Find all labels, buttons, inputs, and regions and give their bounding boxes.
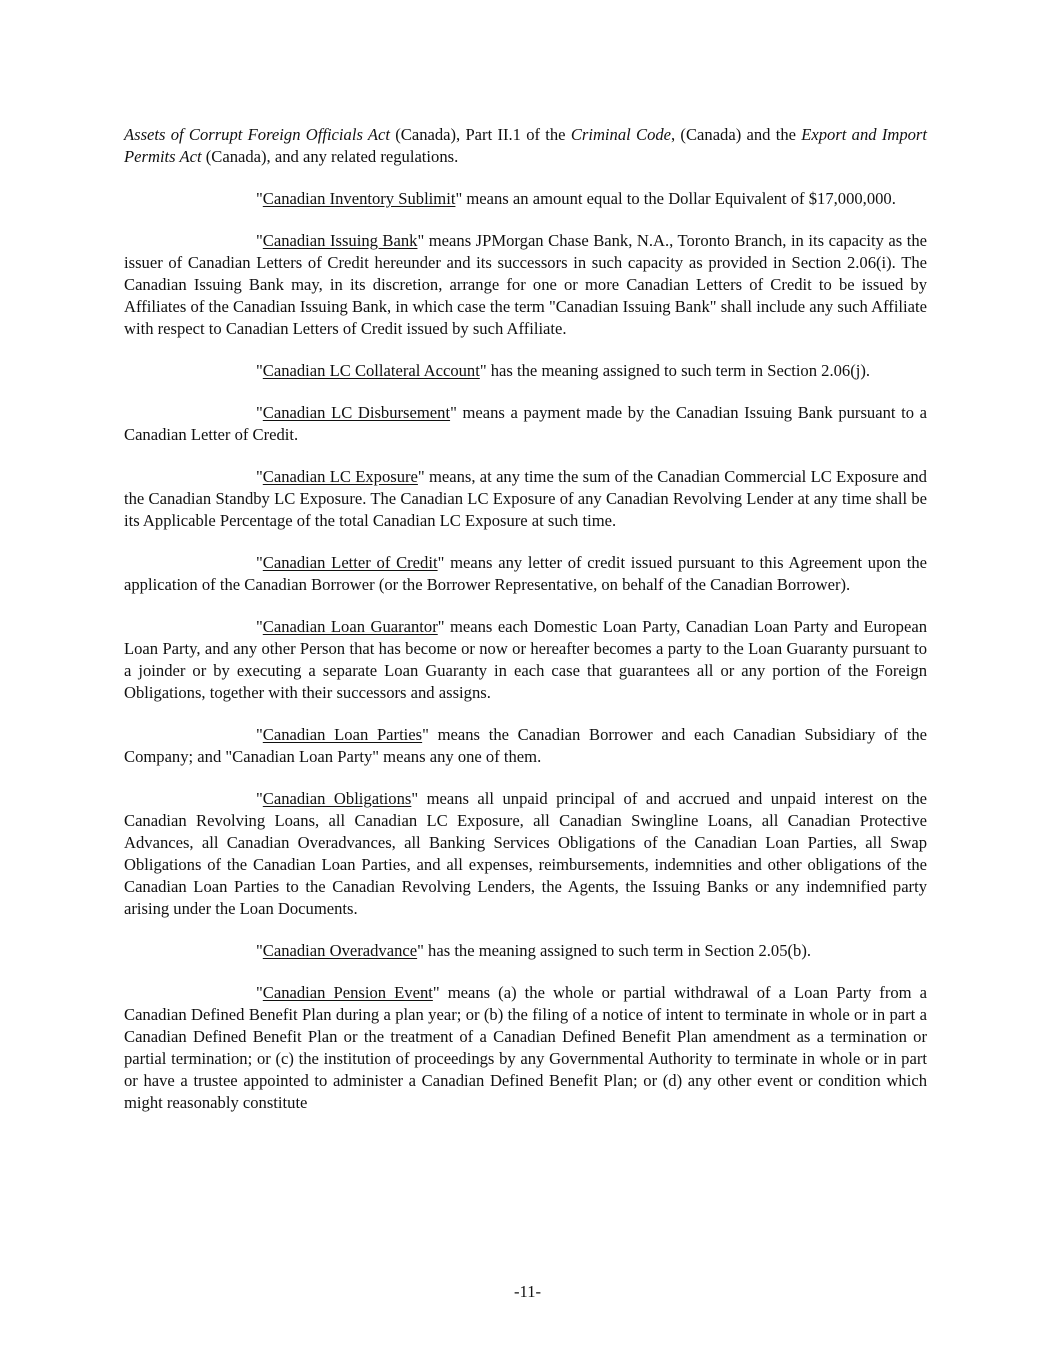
quote-mark: " [256, 467, 263, 486]
intro-paragraph [124, 124, 927, 168]
definition-text: " means a payment made by the Canadian Issuing Bank pursuant to a Canadian Letter of Credit. [124, 403, 927, 444]
definition-paragraph [124, 552, 927, 596]
definition-paragraph [124, 940, 927, 962]
document-page [124, 124, 927, 1134]
definition-paragraph [124, 402, 927, 446]
definition-paragraph [124, 788, 927, 920]
defined-term: Canadian LC Disbursement [262, 403, 451, 422]
quote-mark: " [256, 789, 263, 808]
quote-mark: " [256, 231, 263, 250]
permits-act-title: Export and Import Permits Act [124, 125, 927, 166]
page-number: -11- [513, 1282, 542, 1301]
quote-mark: " [256, 617, 263, 636]
defined-term: Canadian Inventory Sublimit [262, 189, 456, 208]
intro-text-3: (Canada), and any related regulations. [201, 147, 459, 166]
intro-text-2: , (Canada) and the [671, 125, 802, 144]
defined-term: Canadian Overadvance [262, 941, 418, 960]
definition-text: " means the Canadian Borrower and each Canadian Subsidiary of the Company; and "Canadian Loan Party" means any one of them. [124, 725, 927, 766]
definition-text: " has the meaning assigned to such term in Section 2.05(b). [417, 941, 812, 960]
definition-paragraph [124, 188, 927, 210]
defined-term: Canadian Issuing Bank [262, 231, 418, 250]
definition-paragraph [124, 360, 927, 382]
quote-mark: " [256, 553, 263, 572]
definition-text: " means an amount equal to the Dollar Equivalent of $17,000,000. [455, 189, 896, 208]
quote-mark: " [256, 983, 263, 1002]
definition-paragraph [124, 982, 927, 1114]
quote-mark: " [256, 941, 263, 960]
quote-mark: " [256, 725, 263, 744]
definition-text: " has the meaning assigned to such term in Section 2.06(j). [479, 361, 871, 380]
definition-text: " means, at any time the sum of the Canadian Commercial LC Exposure and the Canadian Standby LC Exposure. The Canadian LC Exposure of any Canadian Revolving Lender at any time shall be its Applicable Percentage of the total Canadian LC Exposure at such time. [124, 467, 927, 530]
act-title: Assets of Corrupt Foreign Officials Act [124, 125, 390, 144]
defined-term: Canadian Obligations [262, 789, 412, 808]
defined-term: Canadian LC Exposure [262, 467, 418, 486]
definition-paragraph [124, 230, 927, 340]
defined-term: Canadian Loan Parties [262, 725, 423, 744]
definition-paragraph [124, 616, 927, 704]
defined-term: Canadian Pension Event [262, 983, 433, 1002]
defined-term: Canadian Loan Guarantor [262, 617, 438, 636]
quote-mark: " [256, 403, 263, 422]
defined-term: Canadian Letter of Credit [262, 553, 438, 572]
definition-text: " means (a) the whole or partial withdrawal of a Loan Party from a Canadian Defined Benefit Plan during a plan year; or (b) the filing of a notice of intent to terminate in whole or in part a Canadian Defined Benefit Plan or the treatment of a Canadian Defined Benefit Plan amendment as a termination or partial termination; or (c) the institution of proceedings by any Governmental Authority to terminate in whole or in part or have a trustee appointed to administer a Canadian Defined Benefit Plan; or (d) any other event or condition which might reasonably constitute [124, 983, 928, 1112]
definition-paragraph [124, 466, 927, 532]
definition-text: " means any letter of credit issued pursuant to this Agreement upon the application of the Canadian Borrower (or the Borrower Representative, on behalf of the Canadian Borrower). [124, 553, 927, 594]
definition-text: " means JPMorgan Chase Bank, N.A., Toronto Branch, in its capacity as the issuer of Canadian Letters of Credit hereunder and its successors in such capacity as provided in Section 2.06(i). The Canadian Issuing Bank may, in its discretion, arrange for one or more Canadian Letters of Credit to be issued by Affiliates of the Canadian Issuing Bank, in which case the term "Canadian Issuing Bank" shall include any such Affiliate with respect to Canadian Letters of Credit issued by such Affiliate. [124, 231, 927, 338]
definition-paragraph [124, 724, 927, 768]
quote-mark: " [256, 189, 263, 208]
code-title: Criminal Code [570, 125, 672, 144]
defined-term: Canadian LC Collateral Account [262, 361, 480, 380]
definition-text: " means all unpaid principal of and accrued and unpaid interest on the Canadian Revolving Loans, all Canadian LC Exposure, all Canadian Swingline Loans, all Canadian Protective Advances, all Canadian Overadvances, all Banking Services Obligations of the Canadian Loan Parties, all Swap Obligations of the Canadian Loan Parties, and all expenses, reimbursements, indemnities and other obligations of the Canadian Loan Parties to the Canadian Revolving Lenders, the Agents, the Issuing Banks or any indemnified party arising under the Loan Documents. [124, 789, 927, 918]
definition-text: " means each Domestic Loan Party, Canadian Loan Party and European Loan Party, and any other Person that has become or now or hereafter becomes a party to the Loan Guaranty pursuant to a joinder or by executing a separate Loan Guaranty in each case that guarantees all or any portion of the Foreign Obligations, together with their successors and assigns. [124, 617, 928, 702]
intro-text-1: (Canada), Part II.1 of the [389, 125, 571, 144]
quote-mark: " [256, 361, 263, 380]
